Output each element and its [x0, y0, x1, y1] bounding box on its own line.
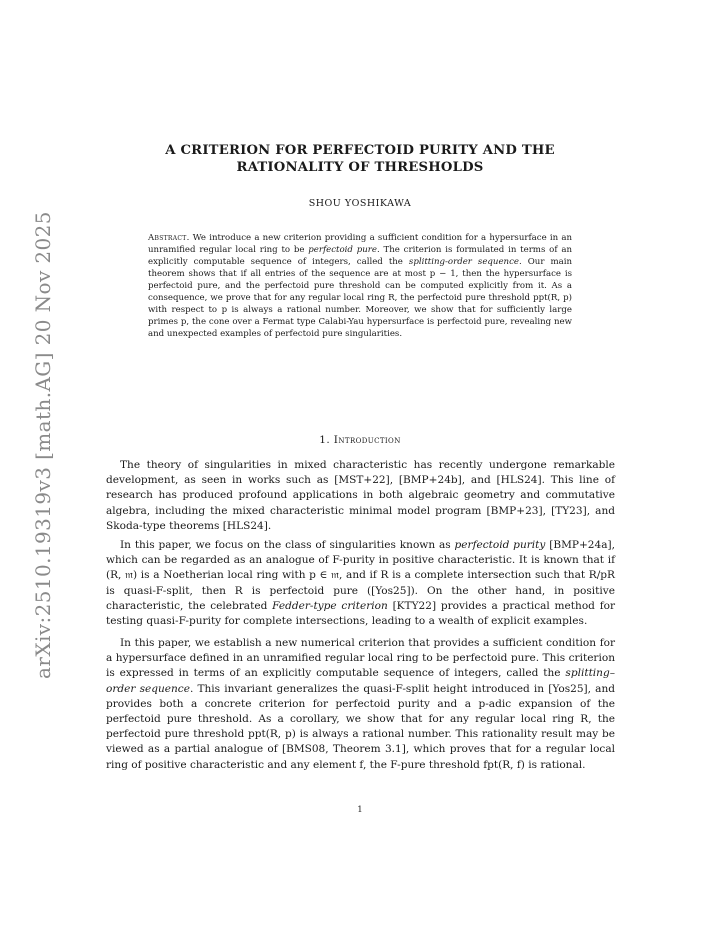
paragraph-text: In this paper, we establish a new numerical criterion that provides a sufficient condition for a hypersurface defined in an unramified regular local ring to be perfectoid pure. This criterion is expressed in terms of an explicitly computable sequence of integers, called the [106, 637, 615, 680]
emphasis-term: Fedder-type criterion [272, 599, 388, 612]
abstract-emphasis: perfectoid pure [308, 245, 377, 256]
intro-paragraph: The theory of singularities in mixed characteristic has recently undergone remarkable development, as seen in works such as [MST+22], [BMP+24b], and [HLS24]. This line of research has produced profound applications in both algebraic geometry and commutative algebra, including the mixed characteristic minimal model program [BMP+23], [TY23], and Skoda-type theorems [HLS24]. [106, 459, 615, 532]
author-name: SHOU YOSHIKAWA [308, 198, 412, 209]
paragraph-text: In this paper, we focus on the class of singularities known as [120, 539, 455, 551]
emphasis-term: perfectoid purity [454, 539, 546, 551]
abstract-emphasis: splitting-order sequence [408, 257, 519, 268]
abstract [148, 232, 572, 340]
intro-paragraph [106, 538, 615, 629]
abstract-text: . Our main theorem shows that if all entries of the sequence are at most p − 1, then the hypersurface is perfectoid pure, and the perfectoid pure threshold can be computed explicitly from it. As a consequence, we prove that for any regular local ring R, the perfectoid pure threshold ppt(R, p) with respect to p is always a rational number. Moreover, we show that for sufficiently large primes p, the cone over a Fermat type Calabi-Yau hypersurface is perfectoid pure, revealing new and unexpected examples of perfectoid pure singularities. [148, 257, 572, 340]
paragraph-text: [BMP+24a], which can be regarded as an analogue of F-purity in positive characteristic. It is known that if (R, 𝔪) is a Noetherian local ring with p ∈ 𝔪, and if R is a complete intersection such that R/pR is quasi-F-split, then R is perfectoid pure ([Yos25]). On the other hand, in positive characteristic, the celebrated [106, 539, 615, 612]
paragraph-text: . This invariant generalizes the quasi-F-split height introduced in [Yos25], and provides both a concrete criterion for perfectoid purity and a p-adic expansion of the perfectoid pure threshold. As a corollary, we show that for any regular local ring R, the perfectoid pure threshold ppt(R, p) is always a rational number. This rationality result may be viewed as a partial analogue of [BMS08, Theorem 3.1], which proves that for a regular local ring of positive characteristic and any element f, the F-pure threshold fpt(R, f) is rational. [106, 682, 615, 771]
arxiv-identifier-stamp: arXiv:2510.19319v3 [math.AG] 20 Nov 2025 [31, 211, 55, 679]
page-number: 1 [357, 805, 363, 815]
abstract-label: Abstract. [148, 233, 190, 243]
paper-title: A CRITERION FOR PERFECTOID PURITY AND THE RATIONALITY OF THRESHOLDS [165, 143, 555, 175]
section-heading-introduction: 1. Introduction [319, 434, 401, 446]
emphasis-term: splitting–order sequence [106, 667, 615, 695]
abstract-text: . The criterion is formulated in terms of an explicitly computable sequence of integers, called the [148, 245, 572, 268]
paragraph-text: [KTY22] provides a practical method for testing quasi-F-purity for complete intersections, leading to a wealth of explicit examples. [106, 599, 616, 628]
abstract-text: We introduce a new criterion providing a sufficient condition for a hypersurface in an unramified regular local ring to be [148, 233, 572, 256]
intro-paragraph [106, 636, 615, 773]
